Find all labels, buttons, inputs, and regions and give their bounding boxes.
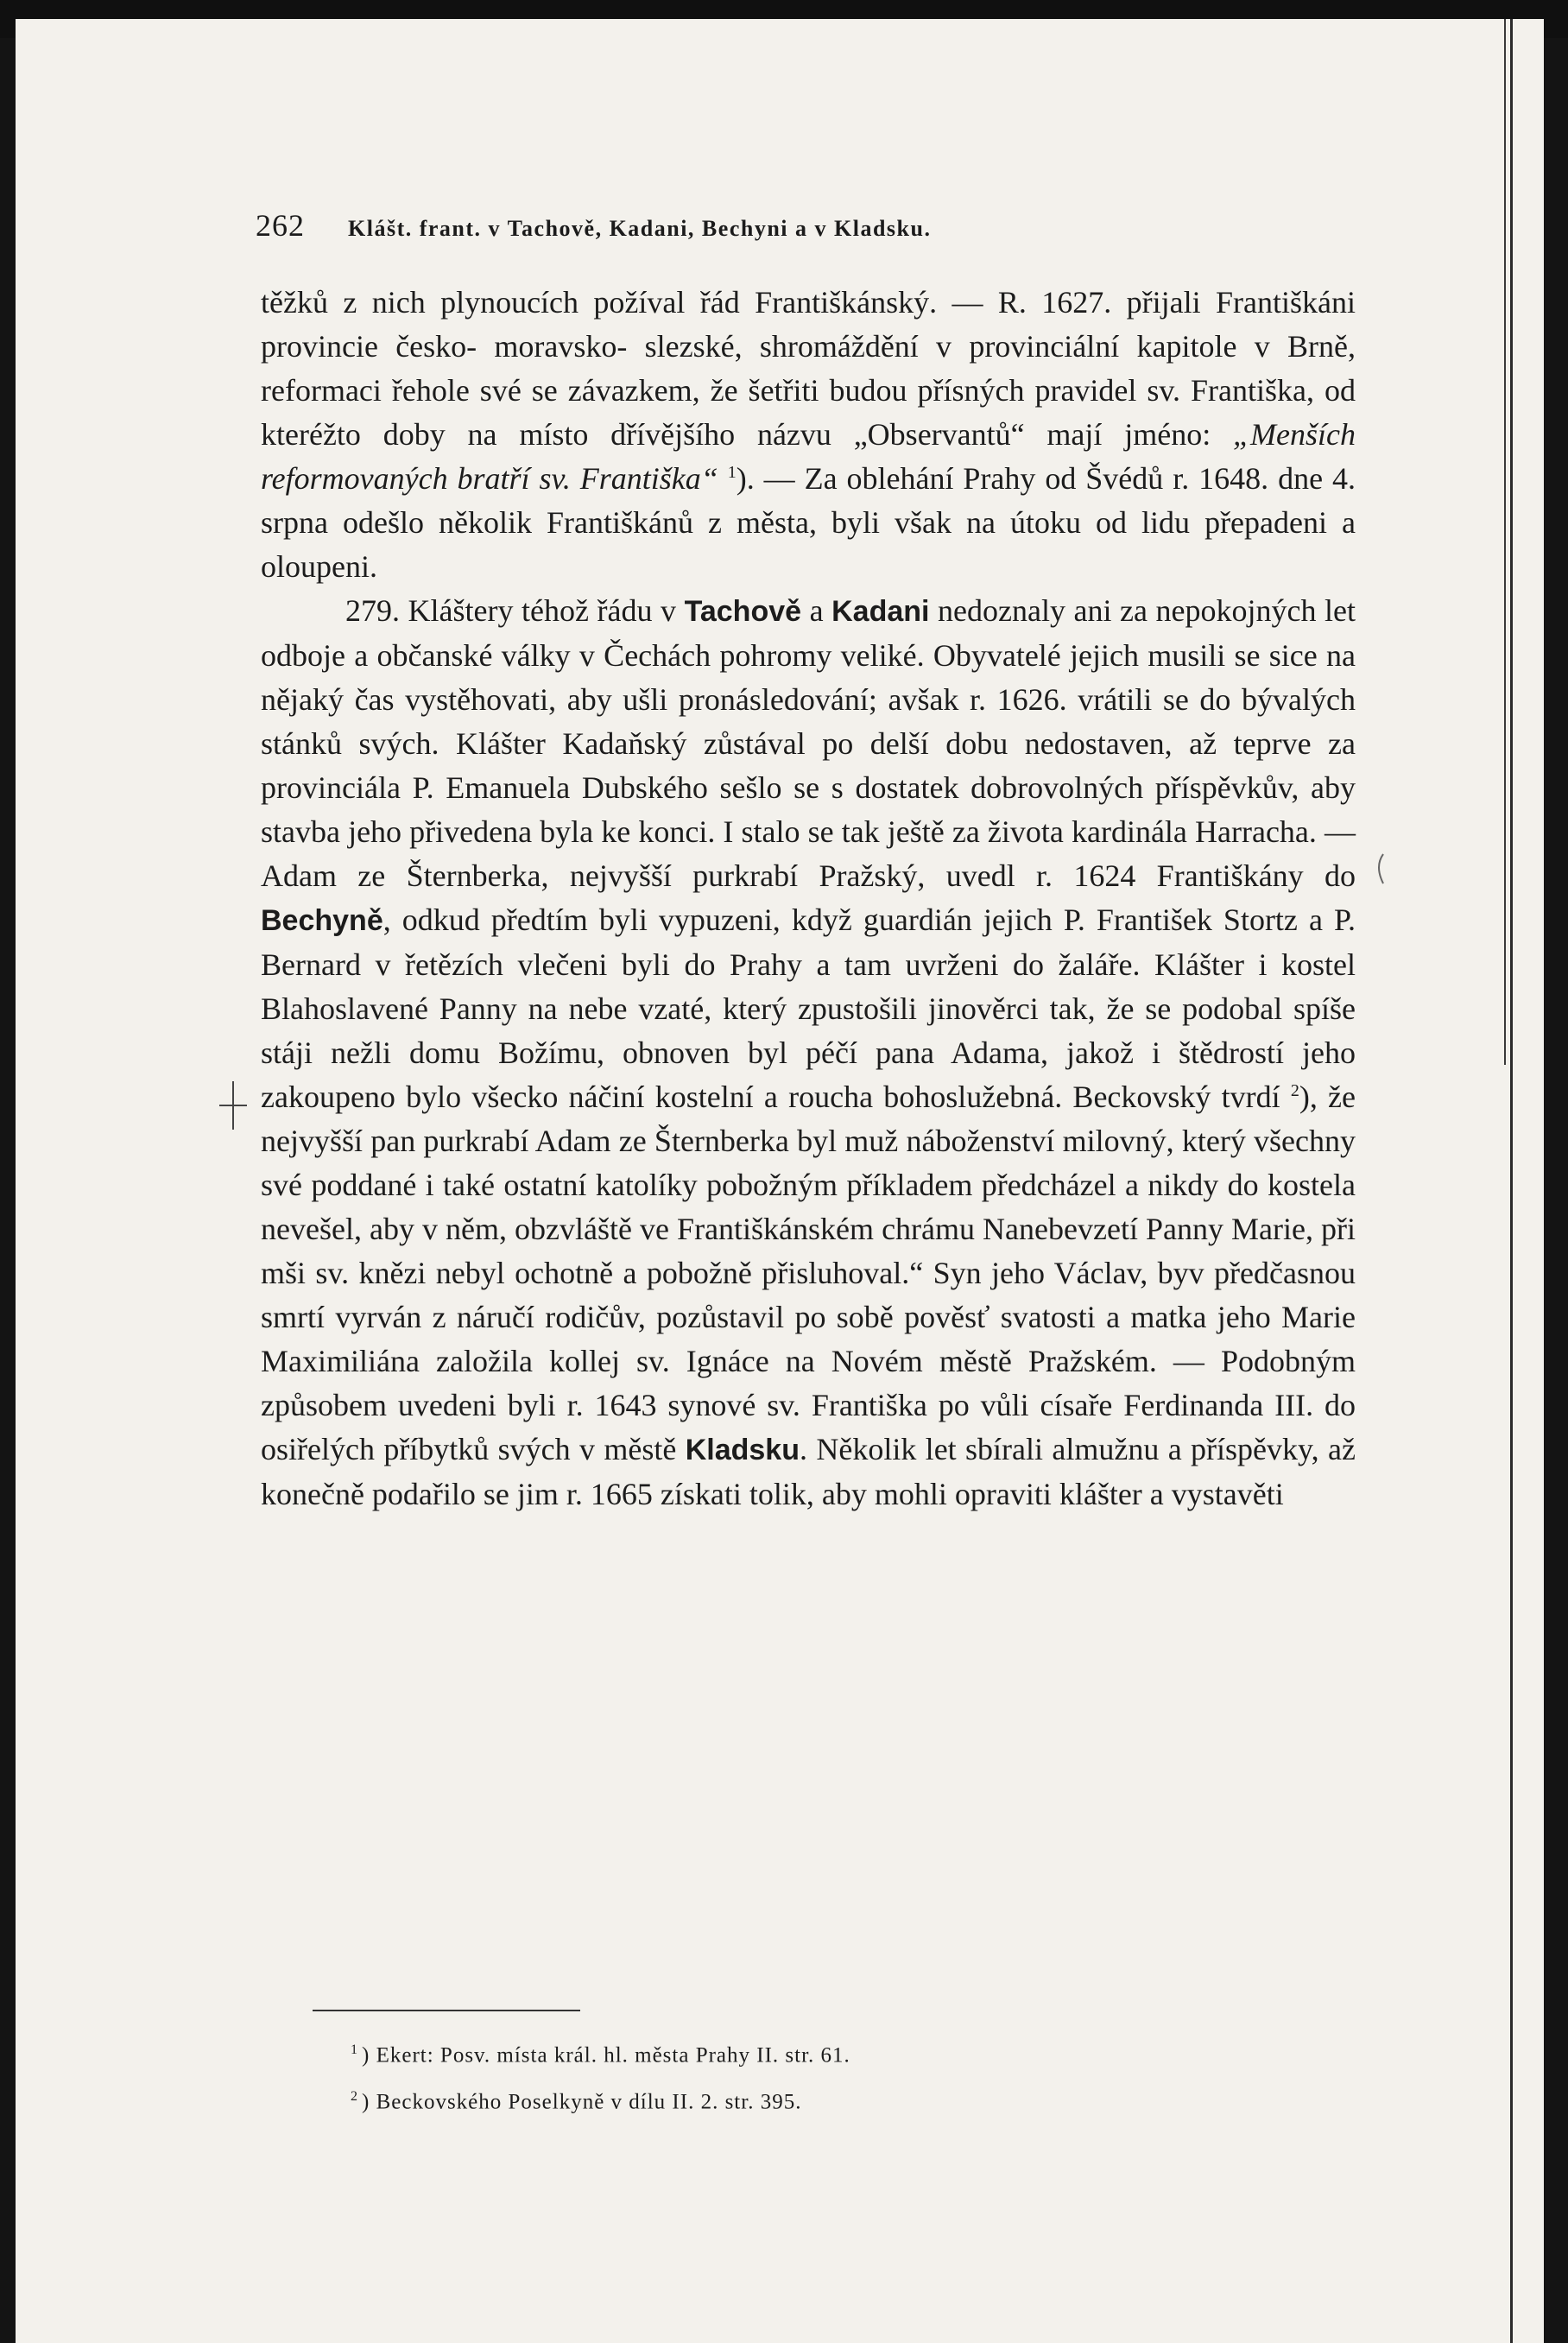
running-title: Klášt. frant. v Tachově, Kadani, Bechyni a v Kladsku.	[348, 216, 932, 241]
footnote-2	[351, 2076, 1300, 2123]
footnote-2-marker: 2	[351, 2089, 358, 2105]
page-header	[256, 207, 1378, 244]
paragraph-2-text-e: ), že nejvyšší pan purkrabí Adam ze Šternberka byl muž náboženství milovný, který všechny své poddané i také ostatní katolíky pobožným příkladem předcházel a nikdy do kostela nevešel, aby v něm, obzvláště ve Františkánském chrámu Nanebevzetí Panny Marie, při mši sv. knězi nebyl ochotně a pobožně přisluhoval.“ Syn jeho Václav, byv předčasnou smrtí vyrván z náručí rodičův, pozůstavil po sobě pověsť svatosti a matka jeho Marie Maximiliána založila kollej sv. Ignáce na Novém městě Pražském. — Podobným způsobem uvedeni byli r. 1643 synové sv. Františka po vůli císaře Ferdinanda III. do osiřelých příbytků svých v městě	[261, 1080, 1356, 1466]
paragraph-1	[261, 281, 1356, 589]
footnote-1-text: ) Ekert: Posv. místa král. hl. města Prahy II. str. 61.	[362, 2043, 850, 2068]
paragraph-2-text-a: 279. Kláštery téhož řádu v	[345, 593, 685, 628]
paragraph-2-text-d: , odkud předtím byli vypuzeni, když guardián jejich P. František Stortz a P. Bernard v řetězích vlečeni byli do Prahy a tam uvrženi do žaláře. Klášter i kostel Blahoslavené Panny na nebe vzaté, který zpustošili jinověrci tak, že se podobal spíše stáji nežli domu Božímu, obnoven byl péčí pana Adama, jakož i štědrostí jeho zakoupeno bylo všecko náčiní kostelní a roucha bohoslužebná. Beckovský tvrdí	[261, 902, 1356, 1114]
footnote-2-text: ) Beckovského Poselkyně v dílu II. 2. str. 395.	[362, 2090, 802, 2114]
paragraph-2-text-b: a	[801, 593, 832, 628]
margin-cross-mark	[216, 1080, 250, 1131]
place-tachov: Tachově	[684, 595, 802, 628]
place-bechyne: Bechyně	[261, 904, 383, 937]
paragraph-2-text-c: nedoznaly ani za nepokojných let odboje a občanské války v Čechách pohromy veliké. Obyvatelé jejich musili se sice na nějaký čas vystěhovati, aby ušli pronásledování; avšak r. 1626. vrátili se do bývalých stánků svých. Klášter Kadaňský zůstával po delší dobu nedostaven, až teprve za provinciála P. Emanuela Dubského sešlo se s dostatek dobrovolných příspěvkův, aby stavba jeho přivedena byla ke konci. I stalo se tak ještě za života kardinála Harracha. — Adam ze Šternberka, nejvyšší purkrabí Pražský, uvedl r. 1624 Františkány do	[261, 593, 1356, 893]
place-kladsko: Kladsku	[685, 1434, 800, 1466]
footnote-ref-2: 2	[1290, 1081, 1299, 1100]
body-text	[261, 281, 1356, 1517]
page-edge-line	[1510, 19, 1513, 2343]
paragraph-2-text-f: . Několik let sbírali almužnu a příspěvky, až konečně podařilo se jim r. 1665 získati tolik, aby mohli opraviti klášter a vystavěti	[261, 1432, 1356, 1511]
place-kadan: Kadani	[831, 595, 930, 628]
paragraph-1-text-b: ). — Za oblehání Prahy od Švédů r. 1648. dne 4. srpna odešlo několik Františkánů z města, byli však na útoku od lidu přepadeni a oloupeni.	[261, 461, 1356, 584]
order-name-italic: „Menších reformovaných bratří sv. Františka“	[261, 417, 1356, 496]
margin-pencil-mark	[1371, 852, 1390, 887]
paragraph-1-text-a: těžků z nich plynoucích požíval řád Františkánský. — R. 1627. přijali Františkáni provincie česko- moravsko- slezské, shromáždění v provinciální kapitole v Brně, reformaci řehole své se závazkem, že šetřiti budou přísných pravidel sv. Františka, od kteréžto doby na místo dřívějšího názvu „Observantů“ mají jméno:	[261, 285, 1356, 452]
footnote-ref-1: 1	[727, 463, 737, 482]
footnote-1	[351, 2030, 1300, 2076]
page-edge-line-secondary	[1504, 19, 1506, 1065]
page-number: 262	[256, 208, 305, 243]
footnote-divider	[313, 2010, 580, 2011]
footnote-1-marker: 1	[351, 2042, 358, 2057]
footnotes	[351, 2030, 1300, 2124]
book-page	[16, 19, 1544, 2343]
paragraph-2	[261, 589, 1356, 1517]
